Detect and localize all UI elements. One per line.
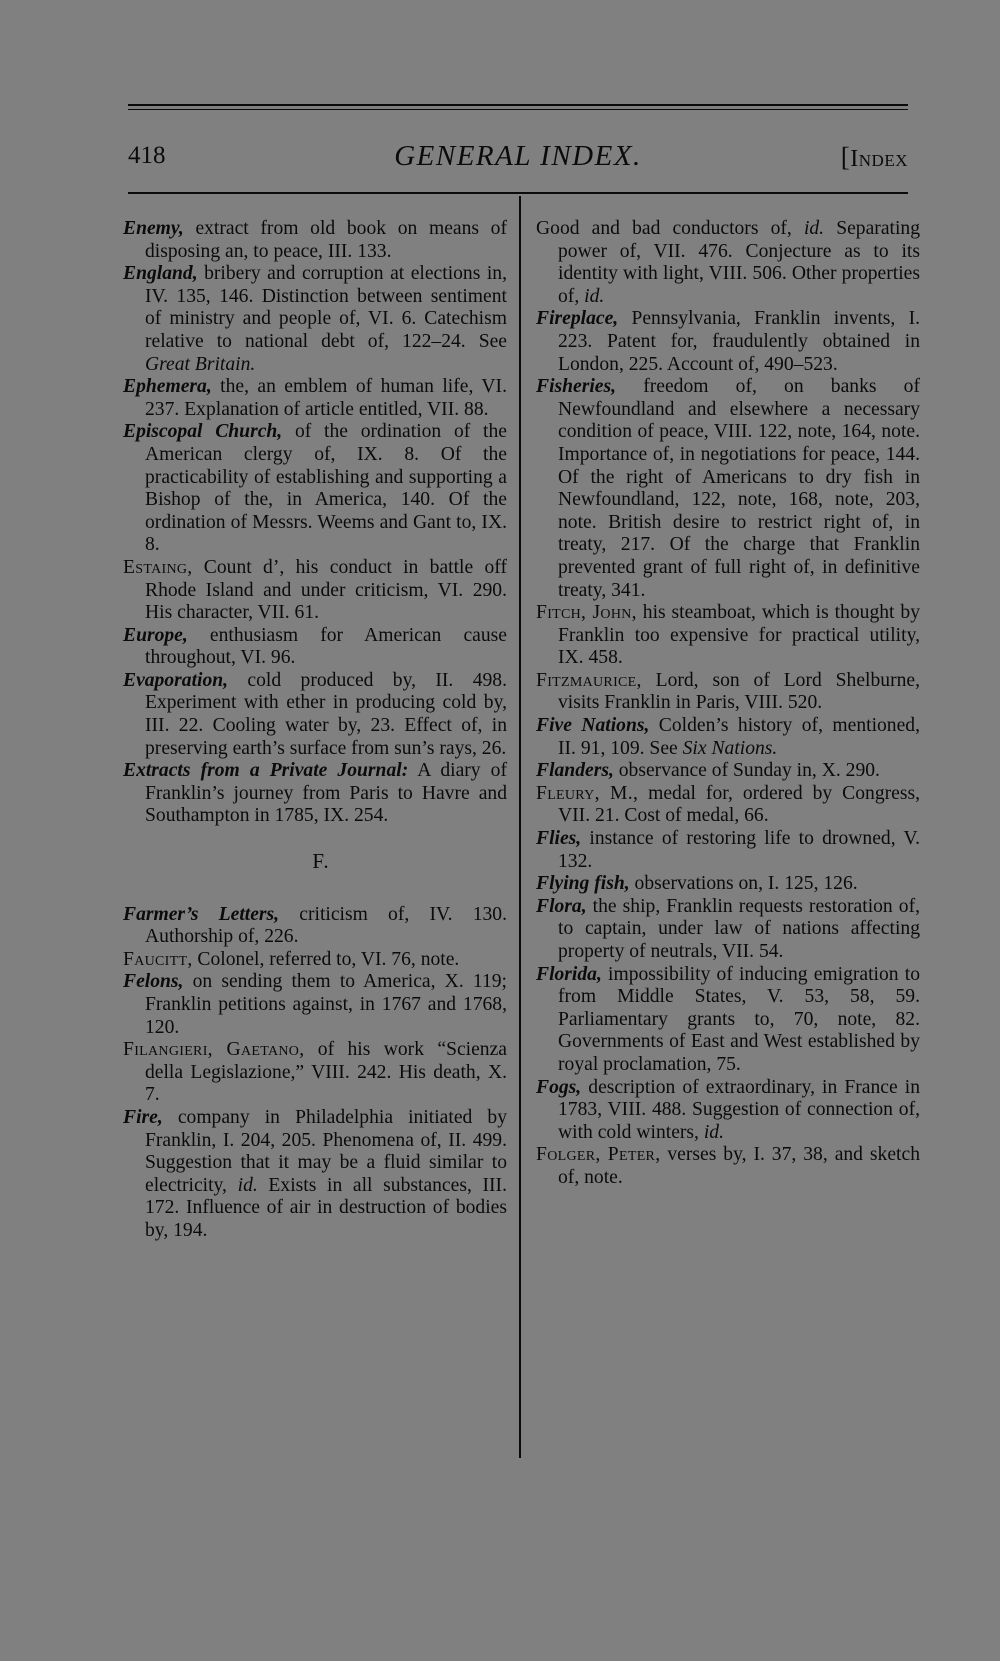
left-entries-bottom [123, 904, 507, 1243]
entry-text: Pennsylvania, Franklin invents, I. 223. Patent for, fraudulently obtained in London, 225. Account of, 490–523. [558, 308, 920, 375]
index-entry [536, 218, 920, 308]
entry-text: A diary of Franklin’s journey from Paris to Havre and Southampton in 1785, IX. 254. [145, 760, 507, 827]
entry-headword: Felons, [123, 971, 184, 993]
entry-text: company in Philadelphia initiated by Franklin, I. 204, 205. Phenomena of, II. 499. Suggestion that it may be a fluid similar to electricity, [145, 1106, 507, 1196]
index-entry [536, 896, 920, 964]
entry-italic-ref: Six Nations. [682, 737, 778, 759]
index-entry [123, 421, 507, 557]
section-label [841, 142, 908, 173]
right-column [536, 218, 920, 1190]
entry-text: criticism of, IV. 130. Authorship of, 226. [145, 903, 507, 948]
entry-text: Count d’, his conduct in battle off Rhode Island and under criticism, VI. 290. His character, VII. 61. [145, 556, 507, 624]
entry-headword: Fogs, [536, 1076, 582, 1098]
index-entry [536, 828, 920, 873]
left-entries-top [123, 218, 507, 828]
index-entry [536, 715, 920, 760]
entry-headword: Florida, [536, 963, 602, 985]
index-entry [536, 1077, 920, 1145]
entry-text: bribery and corruption at elections in, IV. 135, 146. Distinction between sentiment of ministry and people of, VI. 6. Catechism relative to national debt of, 122–24. See [145, 263, 507, 352]
index-entry [536, 308, 920, 376]
entry-italic-ref: id. [803, 218, 825, 239]
entry-headword: Folger, Peter, [536, 1144, 661, 1166]
index-entry [123, 1107, 507, 1243]
entry-headword: Fleury, M., [536, 782, 639, 804]
entry-headword: Flora, [536, 895, 587, 917]
entry-headword: Fireplace, [536, 308, 619, 330]
entry-text: Good and bad conductors of, [536, 218, 804, 239]
entry-headword: Fitzmaurice, [536, 669, 642, 691]
entry-headword: Five Nations, [536, 715, 650, 737]
index-entry [536, 1144, 920, 1189]
index-entry [536, 964, 920, 1077]
entry-italic-ref: id. [584, 285, 605, 307]
index-entry [536, 760, 920, 783]
entry-text: freedom of, on banks of Newfoundland and elsewhere a necessary condition of peace, VIII. 122, note, 164, note. Importance of, in negotiations for peace, 144. Of the right of Americans to dry fish in Newfoundland, 122, note, 168, note, 203, note. British desire to restrict right of, in treaty, 217. Of the charge that Franklin prevented grant of full right of, in definitive treaty, 341. [558, 376, 920, 601]
index-entry [123, 670, 507, 760]
entry-headword: Fisheries, [536, 376, 617, 398]
entry-headword: Ephemera, [123, 376, 212, 398]
entry-text-tail: Separating power of, VII. 476. Conjecture as to its identity with light, VIII. 506. Other properties of, [558, 218, 920, 307]
index-entry [536, 602, 920, 670]
entry-headword: Fire, [123, 1106, 163, 1128]
entry-text: of the ordination of the American clergy of, IX. 8. Of the practicability of establishing and supporting a Bishop of the, in America, 140. Of the ordination of Messrs. Weems and Gant to, IX. 8. [145, 421, 507, 556]
section-bracket: [ [840, 142, 851, 172]
entry-text: enthusiasm for American cause throughout, VI. 96. [145, 624, 507, 669]
entry-text: Colonel, referred to, VI. 76, note. [192, 948, 460, 970]
entry-headword: Estaing, [123, 556, 193, 578]
entry-text: the, an emblem of human life, VI. 237. Explanation of article entitled, VII. 88. [145, 376, 507, 420]
entry-text-tail: Exists in all substances, III. 172. Influence of air in destruction of bodies by, 194. [145, 1174, 507, 1241]
entry-text: observations on, I. 125, 126. [629, 873, 858, 895]
entry-text: impossibility of inducing emigration to from Middle States, V. 53, 58, 59. Parliamentary grants to, 70, note, 82. Governments of East and West established by royal proclamation, 75. [558, 963, 920, 1075]
entry-text: his steamboat, which is thought by Franklin too expensive for practical utility, IX. 458. [558, 602, 921, 669]
entry-italic-ref: id. [703, 1121, 724, 1143]
top-rule [128, 104, 908, 106]
entry-headword: Evaporation, [123, 669, 229, 691]
page-number: 418 [128, 142, 166, 169]
page-title: GENERAL INDEX. [394, 140, 642, 172]
index-entry [536, 376, 920, 602]
entry-text: Colden’s history of, mentioned, II. 91, 109. See [558, 715, 920, 759]
index-entry [123, 904, 507, 949]
entry-text: of his work “Scienza della Legislazione,” VIII. 242. His death, X. 7. [145, 1039, 507, 1106]
entry-text: verses by, I. 37, 38, and sketch of, note. [558, 1144, 920, 1188]
entry-text: the ship, Franklin requests restoration of, to captain, under law of nations affecting property of neutrals, VII. 54. [558, 895, 920, 962]
entry-headword: Farmer’s Letters, [123, 903, 280, 925]
letter-heading: F. [312, 849, 330, 874]
index-entry [123, 263, 507, 376]
entry-headword: Flies, [536, 828, 582, 850]
index-entry [123, 218, 507, 263]
entry-text: observance of Sunday in, X. 290. [613, 760, 880, 782]
entry-headword: Extracts from a Private Journal: [123, 760, 409, 782]
index-entry [123, 760, 507, 828]
header-rule [128, 192, 908, 194]
index-entry [123, 625, 507, 670]
entry-headword: Flanders, [536, 760, 614, 782]
entry-italic-ref: id. [237, 1174, 258, 1196]
index-entry [123, 971, 507, 1039]
index-entry [123, 376, 507, 421]
entry-text: on sending them to America, X. 119; Franklin petitions against, in 1767 and 1768, 120. [145, 971, 507, 1038]
entry-text: cold produced by, II. 498. Experiment with ether in producing cold by, III. 22. Cooling water by, 23. Effect of, in preserving earth’s surface from sun’s rays, 26. [145, 669, 507, 759]
entry-text: description of extraordinary, in France in 1783, VIII. 488. Suggestion of connection of, with cold winters, [558, 1076, 920, 1143]
index-entry [536, 783, 920, 828]
left-column [123, 218, 507, 1243]
index-entry [536, 670, 920, 715]
index-entry [123, 1039, 507, 1107]
right-entries [536, 218, 920, 1190]
column-divider [519, 196, 521, 1458]
entry-headword: Flying fish, [536, 873, 630, 895]
entry-text: instance of restoring life to drowned, V. 132. [558, 828, 920, 872]
index-entry [123, 949, 507, 972]
entry-headword: Episcopal Church, [123, 421, 283, 443]
entry-headword: Fitch, John, [536, 602, 637, 624]
index-entry [123, 557, 507, 625]
entry-headword: Faucitt, [123, 948, 193, 970]
entry-text: medal for, ordered by Congress, VII. 21. Cost of medal, 66. [558, 782, 920, 827]
top-rule-thin [128, 109, 908, 110]
index-entry [536, 873, 920, 896]
running-head [128, 140, 908, 180]
entry-headword: Enemy, [123, 218, 184, 239]
entry-headword: England, [123, 263, 198, 285]
entry-text: extract from old book on means of disposing an, to peace, III. 133. [145, 218, 507, 262]
entry-italic-ref: Great Britain. [145, 353, 256, 375]
section-name: Index [850, 146, 908, 172]
entry-headword: Filangieri, Gaetano, [123, 1039, 305, 1061]
entry-headword: Europe, [123, 624, 188, 646]
entry-text: Lord, son of Lord Shelburne, visits Franklin in Paris, VIII. 520. [558, 669, 920, 714]
